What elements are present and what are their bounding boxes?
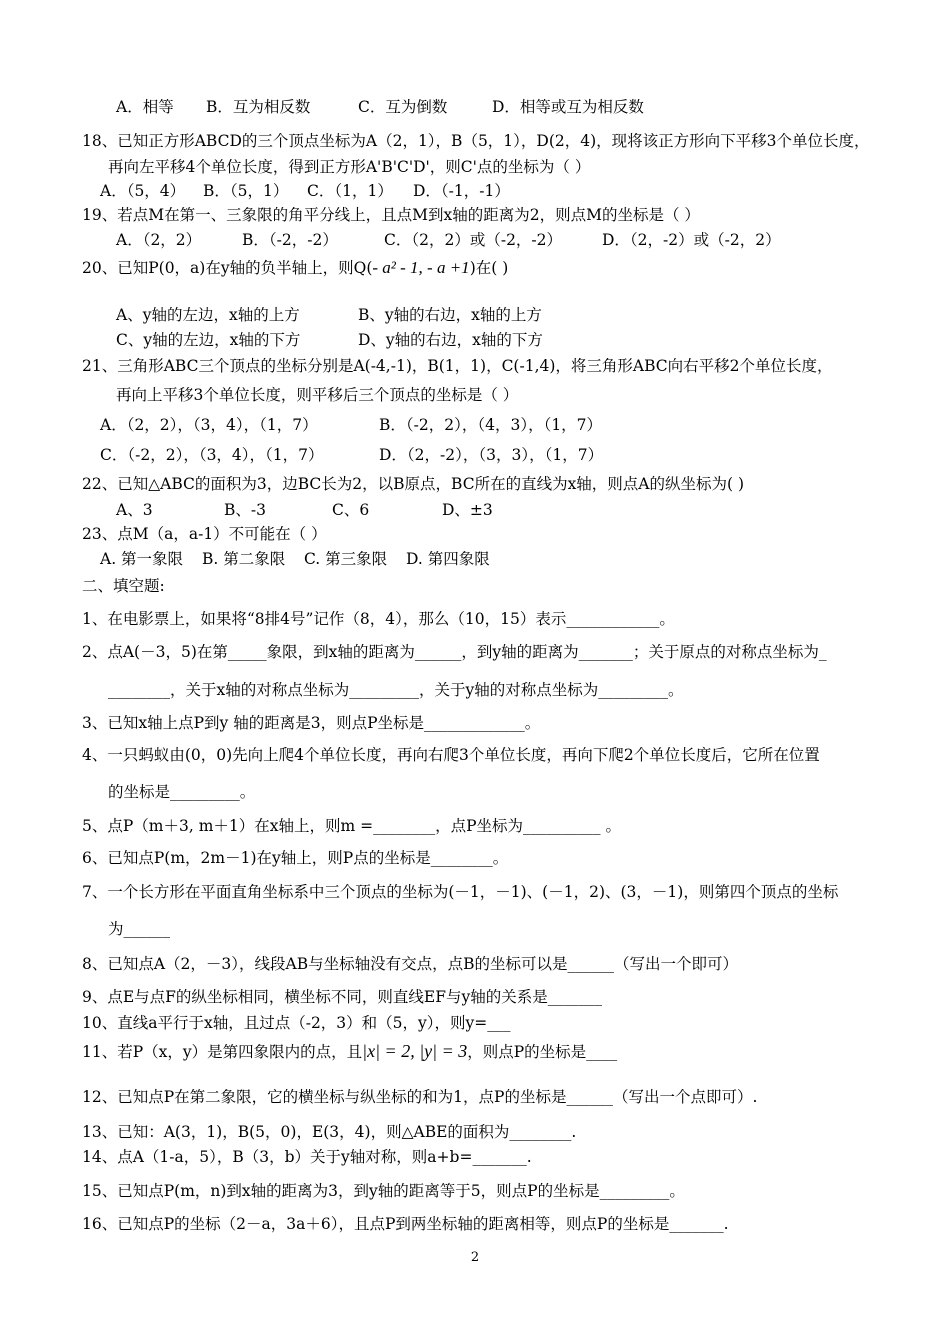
fill-question-15: 15、已知点P(m，n)到x轴的距离为3，到y轴的距离等于5，则点P的坐标是_________。	[82, 1182, 685, 1200]
q19-options	[116, 230, 781, 250]
q21-options-row1	[100, 415, 602, 435]
fill-question-14: 14、点A（1-a，5），B（3，b）关于y轴对称，则a+b=_______.	[82, 1148, 532, 1166]
q18-options	[100, 181, 510, 201]
q21-option-c: C．（-2，2），（3，4），（1，7）	[100, 446, 324, 464]
fill-question-7-line1: 7、一个长方形在平面直角坐标系中三个顶点的坐标为(－1，－1)、(－1，2)、(3，－1)，则第四个顶点的坐标	[82, 883, 839, 901]
q18-option-b: B．（5，1）	[203, 182, 289, 200]
q17-option-a: A．相等	[116, 98, 174, 116]
q21-stem-line2: 再向上平移3个单位长度，则平移后三个顶点的坐标是（ ）	[116, 386, 519, 404]
q17-options	[116, 97, 644, 117]
fill-question-1: 1、在电影票上，如果将“8排4号”记作（8，4），那么（10，15）表示____________。	[82, 610, 675, 628]
fill-question-2-line1: 2、点A(－3，5)在第_____象限，到x轴的距离为______，到y轴的距离为_______；关于原点的对称点坐标为_	[82, 643, 827, 661]
q23-option-c: C. 第三象限	[304, 550, 388, 568]
fill-question-6: 6、已知点P(m，2m－1)在y轴上，则P点的坐标是________。	[82, 849, 509, 867]
q23-stem: 23、点M（a，a-1）不可能在（ ）	[82, 525, 327, 543]
fill-question-11-a: 11、若P（x，y）是第四象限内的点，且	[82, 1043, 363, 1061]
q23-options	[100, 549, 490, 569]
q22-option-d: D、±3	[442, 501, 493, 519]
q20-stem	[82, 258, 508, 278]
q22-stem: 22、已知△ABC的面积为3，边BC长为2，以B原点，BC所在的直线为x轴，则点A的纵坐标为( )	[82, 475, 745, 493]
q19-option-d: D．（2，-2）或（-2，2）	[602, 231, 781, 249]
fill-question-4-line2: 的坐标是_________。	[108, 783, 256, 801]
q18-option-a: A．（5，4）	[100, 182, 186, 200]
q17-option-c: C．互为倒数	[358, 98, 448, 116]
fill-question-11-b: ，则点P的坐标是____	[467, 1043, 618, 1061]
q23-option-b: B. 第二象限	[202, 550, 286, 568]
q20-option-c: C、y轴的左边，x轴的下方	[116, 331, 301, 349]
q19-option-b: B．（-2，-2）	[242, 231, 338, 249]
q20-option-b: B、y轴的右边，x轴的上方	[358, 306, 542, 324]
q20-option-a: A、y轴的左边，x轴的上方	[116, 306, 300, 324]
q17-option-b: B．互为相反数	[206, 98, 311, 116]
fill-question-13: 13、已知：A(3，1)，B(5，0)，E(3，4)，则△ABE的面积为________.	[82, 1123, 577, 1141]
q20-option-d: D、y轴的右边，x轴的下方	[358, 331, 543, 349]
q22-option-c: C、6	[332, 501, 370, 519]
fill-question-8: 8、已知点A（2，－3），线段AB与坐标轴没有交点，点B的坐标可以是______（写出一个即可）	[82, 955, 739, 973]
q23-option-d: D. 第四象限	[406, 550, 490, 568]
fill-question-12: 12、已知点P在第二象限，它的横坐标与纵坐标的和为1，点P的坐标是______（写出一个点即可）.	[82, 1088, 758, 1106]
q19-stem: 19、若点M在第一、三象限的角平分线上，且点M到x轴的距离为2，则点M的坐标是（ ）	[82, 206, 700, 224]
fill-question-2-line2: ________，关于x轴的对称点坐标为_________，关于y轴的对称点坐标为_________。	[108, 681, 684, 699]
q20-options-row1	[116, 305, 542, 325]
q20-formula: - a² - 1, - a +1	[372, 258, 470, 277]
fill-question-5: 5、点P（m＋3, m＋1）在x轴上，则m =________，点P坐标为__________ 。	[82, 817, 621, 835]
q23-option-a: A. 第一象限	[100, 550, 184, 568]
q18-stem-line1: 18、已知正方形ABCD的三个顶点坐标为A（2，1），B（5，1），D(2，4)，现将该正方形向下平移3个单位长度，	[82, 132, 870, 150]
q22-option-b: B、-3	[224, 501, 266, 519]
q18-stem-line2: 再向左平移4个单位长度，得到正方形A'B'C'D'，则C'点的坐标为（ ）	[108, 158, 591, 176]
fill-question-11	[82, 1041, 617, 1062]
fill-question-9: 9、点E与点F的纵坐标相同，横坐标不同，则直线EF与y轴的关系是_______	[82, 988, 603, 1006]
q19-option-c: C．（2，2）或（-2，-2）	[384, 231, 563, 249]
page-number: 2	[470, 1250, 480, 1265]
fill-question-4-line1: 4、一只蚂蚁由(0，0)先向上爬4个单位长度，再向右爬3个单位长度，再向下爬2个单位长度后，它所在位置	[82, 746, 820, 764]
q22-options	[116, 500, 493, 520]
q21-option-a: A．（2，2），（3，4），（1，7）	[100, 416, 318, 434]
q21-option-b: B．（-2，2），（4，3），（1，7）	[379, 416, 603, 434]
fill-question-11-formula: |x| = 2, |y| = 3	[362, 1041, 468, 1061]
q21-stem-line1: 21、三角形ABC三个顶点的坐标分别是A(-4,-1)，B(1，1)，C(-1,4)，将三角形ABC向右平移2个单位长度，	[82, 357, 833, 375]
fill-question-16: 16、已知点P的坐标（2－a，3a＋6），且点P到两坐标轴的距离相等，则点P的坐标是_______.	[82, 1215, 729, 1233]
fill-question-10: 10、直线a平行于x轴，且过点（-2，3）和（5，y），则y=___	[82, 1014, 511, 1032]
q20-options-row2	[116, 330, 543, 350]
section-heading-fill-in: 二、填空题:	[82, 577, 165, 595]
q21-options-row2	[100, 445, 603, 465]
q17-option-d: D．相等或互为相反数	[492, 98, 644, 116]
q20-stem-a: 20、已知P(0，a)在y轴的负半轴上，则Q(	[82, 259, 373, 277]
q18-option-d: D．（-1，-1）	[413, 182, 510, 200]
q21-option-d: D．（2，-2），（3，3），（1，7）	[379, 446, 604, 464]
q18-option-c: C．（1，1）	[307, 182, 393, 200]
fill-question-3: 3、已知x轴上点P到y 轴的距离是3，则点P坐标是_____________。	[82, 714, 541, 732]
q19-option-a: A．（2，2）	[116, 231, 202, 249]
fill-question-7-line2: 为______	[108, 920, 171, 938]
q22-option-a: A、3	[116, 501, 153, 519]
q20-stem-b: )在( )	[469, 259, 509, 277]
